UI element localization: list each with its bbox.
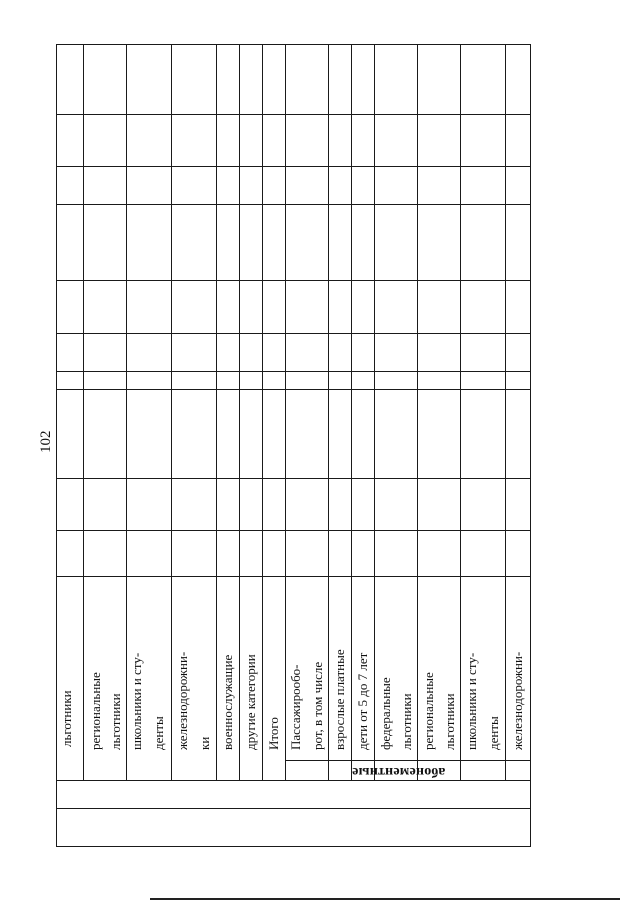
grid-line [126, 44, 127, 780]
group-label: абонементные [352, 764, 446, 779]
grid-line [285, 44, 286, 780]
grid-line [83, 44, 84, 780]
grid-line [56, 166, 530, 167]
row-label: взрослые платные [332, 649, 347, 750]
grid-line [56, 389, 530, 390]
row-label: денты [486, 716, 501, 750]
grid-line [351, 44, 352, 780]
grid-line [56, 808, 530, 809]
grid-line [56, 478, 530, 479]
grid-line [56, 371, 530, 372]
grid-line [171, 44, 172, 780]
grid-line [56, 530, 530, 531]
grid-line [239, 44, 240, 780]
row-label: льготники [399, 693, 414, 750]
grid-line [460, 44, 461, 780]
row-label: железнодорожни- [175, 651, 190, 750]
grid-line [328, 44, 329, 780]
row-label: железнодорожни- [510, 651, 525, 750]
grid-line [56, 44, 530, 45]
row-label: региональные [88, 672, 103, 750]
grid-line [56, 204, 530, 205]
grid-line [56, 280, 530, 281]
grid-line [56, 846, 530, 847]
grid-line [505, 44, 506, 780]
row-label: рот, в том числе [310, 661, 325, 750]
grid-line [262, 44, 263, 780]
row-label: военнослужащие [220, 654, 235, 750]
row-label: льготники [59, 690, 74, 747]
page-number: 102 [38, 430, 54, 453]
grid-line [417, 44, 418, 780]
grid-line [56, 44, 57, 847]
row-label: школьники и сту- [129, 652, 144, 750]
row-label: Итого [266, 717, 281, 750]
grid-line [216, 44, 217, 780]
grid-line [56, 114, 530, 115]
row-label: федеральные [378, 677, 393, 750]
grid-line [374, 44, 375, 780]
row-label: денты [151, 716, 166, 750]
group-separator [285, 760, 530, 761]
grid-line [530, 44, 531, 847]
row-label: льготники [442, 693, 457, 750]
grid-line [56, 333, 530, 334]
grid-line [56, 780, 530, 781]
row-label: дети от 5 до 7 лет [355, 652, 370, 750]
row-label: школьники и сту- [464, 652, 479, 750]
bottom-rule [150, 898, 620, 900]
row-label: ки [197, 736, 212, 750]
row-label: региональные [421, 672, 436, 750]
row-label: Пассажирообо- [288, 664, 303, 750]
row-label: льготники [108, 693, 123, 750]
row-label: другие категории [243, 654, 258, 750]
grid-line [56, 576, 530, 577]
